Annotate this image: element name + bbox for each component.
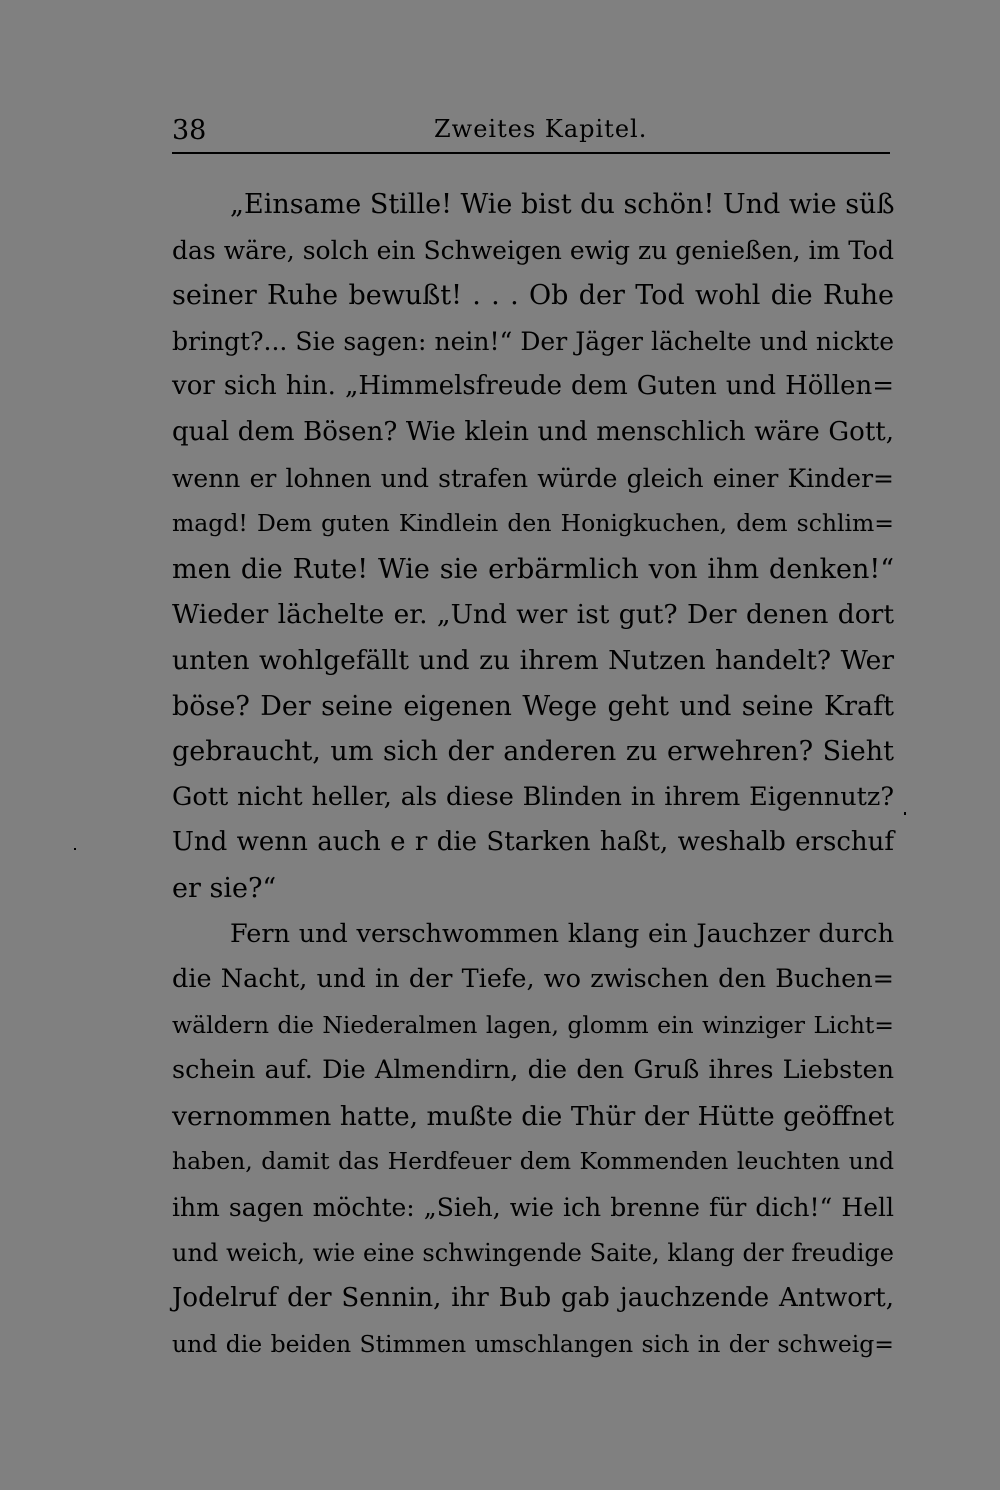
text-line: ihm sagen möchte: „Sieh, wie ich brenne für dich!“ Hell	[172, 1193, 894, 1223]
text-line: „Einsame Stille! Wie bist du schön! Und wie süß	[230, 189, 895, 220]
text-line: Fern und verschwommen klang ein Jauchzer durch	[230, 918, 894, 949]
page-number: 38	[172, 115, 207, 146]
text-line: vernommen hatte, mußte die Thür der Hütte geöffnet	[172, 1100, 894, 1132]
text-line: unten wohlgefällt und zu ihrem Nutzen handelt? Wer	[172, 644, 894, 676]
text-line: Wieder lächelte er. „Und wer ist gut? Der denen dort	[172, 599, 894, 631]
text-line: gebraucht, um sich der anderen zu erwehren? Sieht	[172, 736, 894, 768]
page-header	[172, 108, 890, 152]
running-head: Zweites Kapitel.	[434, 115, 648, 143]
text-line: Und wenn auch e r die Starken haßt, weshalb erschuf	[172, 827, 894, 858]
text-line: wäldern die Niederalmen lagen, glomm ein winziger Licht=	[172, 1010, 894, 1039]
text-line: magd! Dem guten Kindlein den Honigkuchen, dem schlim=	[172, 509, 894, 538]
text-line: die Nacht, und in der Tiefe, wo zwischen den Buchen=	[172, 964, 894, 995]
text-line: haben, damit das Herdfeuer dem Kommenden leuchten und	[172, 1147, 894, 1176]
margin-speck	[904, 812, 906, 815]
text-line: qual dem Bösen? Wie klein und menschlich wäre Gott,	[172, 416, 894, 447]
text-line: und weich, wie eine schwingende Saite, klang der freudige	[172, 1238, 894, 1267]
text-line: vor sich hin. „Himmelsfreude dem Guten und Höllen=	[172, 371, 894, 402]
text-line: und die beiden Stimmen umschlangen sich in der schweig=	[172, 1329, 894, 1358]
text-line: Gott nicht heller, als diese Blinden in ihrem Eigennutz?	[172, 781, 894, 812]
text-line: böse? Der seine eigenen Wege geht und seine Kraft	[172, 690, 894, 722]
margin-speck	[74, 848, 76, 850]
text-line: bringt?... Sie sagen: nein!“ Der Jäger lächelte und nickte	[172, 326, 894, 356]
body-text	[172, 182, 894, 1367]
text-line: schein auf. Die Almendirn, die den Gruß ihres Liebsten	[172, 1055, 894, 1086]
text-line: seiner Ruhe bewußt! . . . Ob der Tod wohl die Ruhe	[172, 280, 894, 312]
text-line: das wäre, solch ein Schweigen ewig zu genießen, im Tod	[172, 235, 894, 265]
text-line: Jodelruf der Sennin, ihr Bub gab jauchzende Antwort,	[172, 1283, 894, 1314]
text-line: men die Rute! Wie sie erbärmlich von ihm denken!“	[172, 553, 894, 585]
header-rule	[172, 152, 890, 154]
text-line: wenn er lohnen und strafen würde gleich einer Kinder=	[172, 463, 894, 493]
text-line: er sie?“	[172, 872, 277, 904]
